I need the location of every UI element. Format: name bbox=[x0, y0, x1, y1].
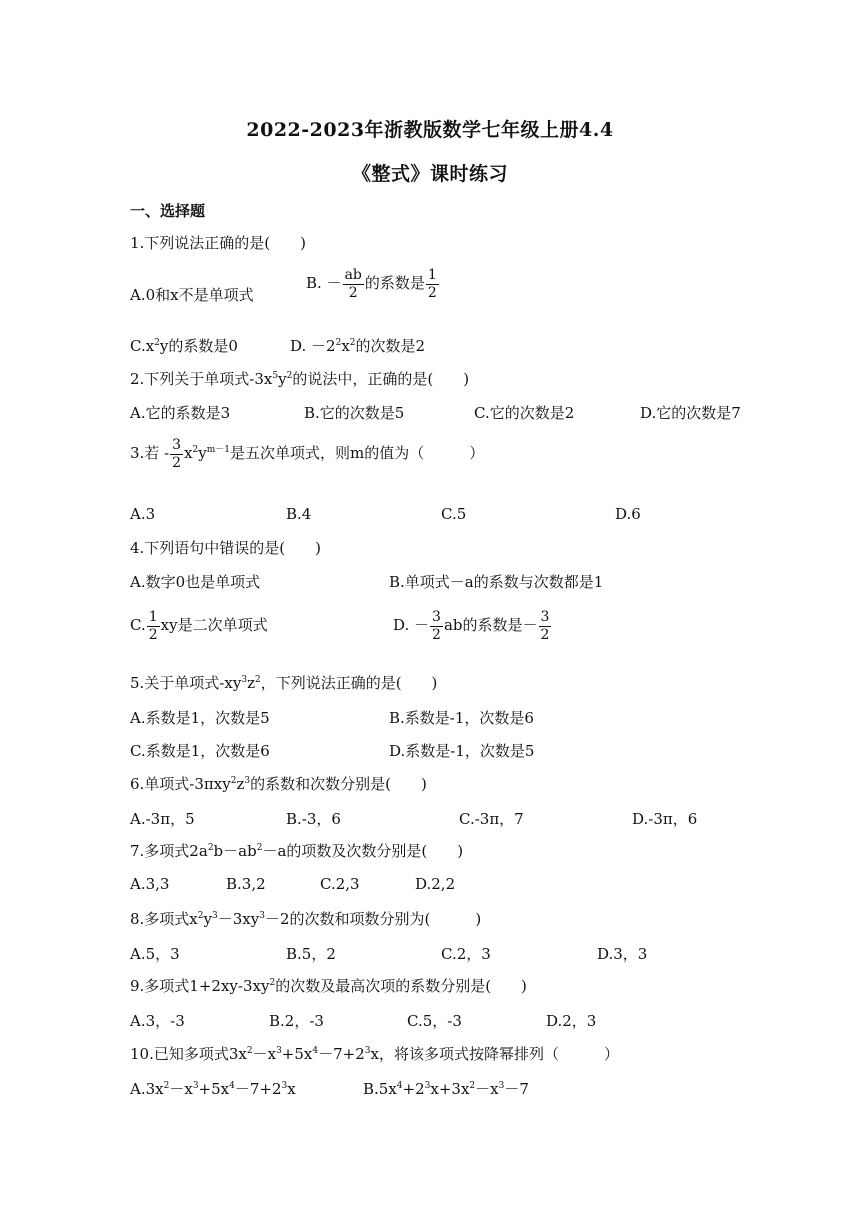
question-8-option-d: D.3，3 bbox=[597, 945, 648, 963]
question-6-option-d: D.-3π，6 bbox=[632, 810, 698, 828]
question-2-option-c: C.它的次数是2 bbox=[474, 404, 575, 422]
question-1-option-c: $C.x^2y$的系数是0 bbox=[130, 337, 238, 355]
question-6-option-b: B.-3，6 bbox=[286, 810, 341, 828]
question-2-option-a: A.它的系数是3 bbox=[130, 404, 231, 422]
question-10-option-a: $A.3x^2-x^3+5x^4-7+2^3x$ bbox=[130, 1080, 296, 1098]
question-5-option-c: C.系数是1，次数是6 bbox=[130, 742, 270, 760]
question-8-option-a: A.5，3 bbox=[130, 945, 180, 963]
title-line1: 2022-2023年浙教版数学七年级上册4.4 bbox=[246, 119, 614, 141]
question-9-option-a: A.3，-3 bbox=[130, 1012, 185, 1030]
question-3-option-b: B.4 bbox=[286, 505, 312, 523]
question-5-option-d: D.系数是-1，次数是5 bbox=[389, 742, 535, 760]
title-line2: 《整式》课时练习 bbox=[351, 163, 508, 185]
fraction: $\frac{3}{2}$ bbox=[432, 609, 441, 643]
question-3-stem: 3.若 - $\frac{3}{2}$ $x^2y^{m-1}$是五次单项式，则m的值为（ ） bbox=[130, 437, 485, 471]
question-4-option-b: B.单项式－a的系数与次数都是1 bbox=[389, 573, 604, 591]
question-6-option-c: C.-3π，7 bbox=[459, 810, 524, 828]
fraction: $\frac{1}{2}$ bbox=[427, 267, 437, 301]
question-3-option-c: C.5 bbox=[441, 505, 467, 523]
question-1-option-b: B. － $\frac{ab}{2}$ 的系数是 $\frac{1}{2}$ bbox=[306, 267, 437, 301]
question-2-stem: 2.下列关于单项式$-3x^5y^2$的说法中，正确的是( ) bbox=[130, 370, 470, 388]
question-3-option-d: D.6 bbox=[615, 505, 641, 523]
question-2-option-b: B.它的次数是5 bbox=[304, 404, 405, 422]
fraction: $\frac{ab}{2}$ bbox=[344, 267, 362, 301]
question-9-option-b: B.2，-3 bbox=[269, 1012, 324, 1030]
question-1-option-a: A.0和x不是单项式 bbox=[130, 286, 254, 304]
question-7-option-b: B.3,2 bbox=[226, 875, 266, 893]
question-8-option-b: B.5，2 bbox=[286, 945, 336, 963]
question-10-stem: 10.已知多项式$3x^2-x^3+5x^4-7+2^3x$，将该多项式按降幂排列（ ） bbox=[130, 1045, 619, 1063]
question-8-stem: 8.多项式$x^2y^3-3xy^3-2$的次数和项数分别为( ) bbox=[130, 910, 482, 928]
question-3-option-a: A.3 bbox=[130, 505, 156, 523]
question-5-option-a: A.系数是1，次数是5 bbox=[130, 709, 270, 727]
question-4-option-a: A.数字0也是单项式 bbox=[130, 573, 261, 591]
question-4-stem: 4.下列语句中错误的是( ) bbox=[130, 539, 322, 557]
question-7-stem: 7.多项式$2a^2b-ab^2-a$的项数及次数分别是( ) bbox=[130, 842, 464, 860]
question-4-option-d: D. － $\frac{3}{2}$ ab的系数是－ $\frac{3}{2}$ bbox=[393, 609, 550, 643]
question-7-option-d: D.2,2 bbox=[415, 875, 456, 893]
fraction: $\frac{3}{2}$ bbox=[540, 609, 550, 643]
question-8-option-c: C.2，3 bbox=[441, 945, 491, 963]
question-4-option-c: C. $\frac{1}{2}$ xy是二次单项式 bbox=[130, 609, 268, 643]
question-1-stem: 1.下列说法正确的是( ) bbox=[130, 234, 307, 252]
question-5-stem: 5.关于单项式$-xy^3z^2$，下列说法正确的是( ) bbox=[130, 674, 438, 692]
question-9-stem: 9.多项式$1+2xy-3xy^2$的次数及最高次项的系数分别是( ) bbox=[130, 977, 527, 995]
question-9-option-d: D.2，3 bbox=[546, 1012, 597, 1030]
question-7-option-c: C.2,3 bbox=[320, 875, 360, 893]
question-10-option-b: $B.5x^4+2^3x+3x^2-x^3-7$ bbox=[363, 1080, 529, 1098]
question-5-option-b: B.系数是-1，次数是6 bbox=[389, 709, 534, 727]
question-1-option-d: D. $-2^2x^2$的次数是2 bbox=[290, 337, 426, 355]
question-2-option-d: D.它的次数是7 bbox=[640, 404, 741, 422]
fraction: $\frac{1}{2}$ bbox=[148, 609, 158, 643]
question-7-option-a: A.3,3 bbox=[130, 875, 170, 893]
question-9-option-c: C.5，-3 bbox=[407, 1012, 462, 1030]
question-6-option-a: A.-3π，5 bbox=[130, 810, 195, 828]
question-6-stem: 6.单项式$-3\pi xy^2z^3$的系数和次数分别是( ) bbox=[130, 775, 427, 793]
fraction: $\frac{3}{2}$ bbox=[172, 437, 182, 471]
section-heading: 一、选择题 bbox=[130, 202, 206, 220]
